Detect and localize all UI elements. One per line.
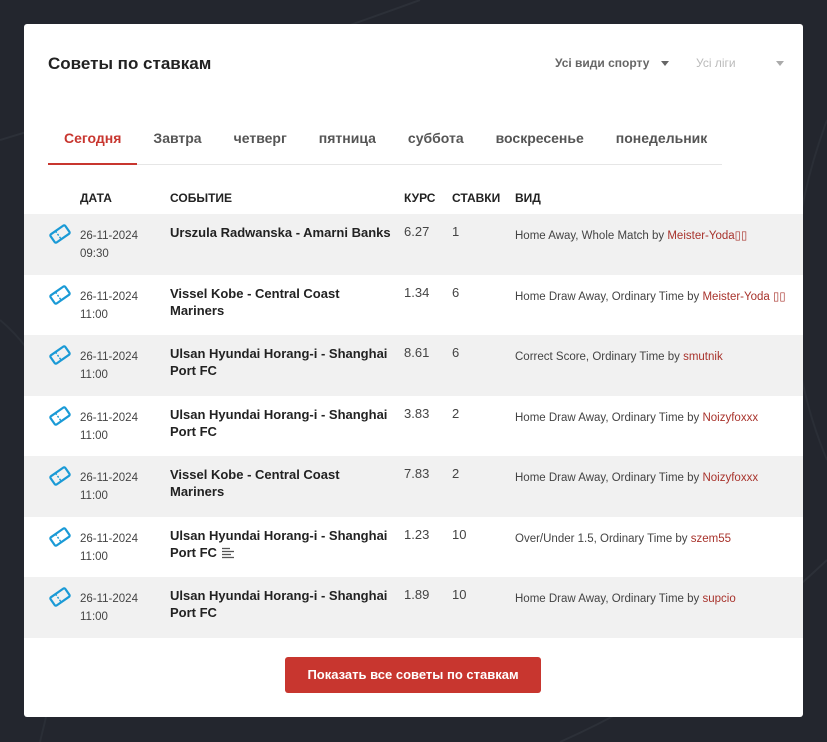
ticket-icon (48, 285, 72, 305)
row-odds: 6.27 (404, 224, 430, 239)
tab-saturday[interactable]: суббота (407, 130, 464, 146)
row-type-text: Home Draw Away, Ordinary Time by (515, 472, 703, 484)
tab-thursday[interactable]: четверг (233, 130, 287, 146)
caret-down-icon (661, 61, 669, 66)
row-type (515, 469, 795, 487)
row-bets: 2 (452, 405, 460, 421)
row-event-link[interactable]: Vissel Kobe - Central Coast Mariners (170, 467, 340, 499)
table-row[interactable] (24, 214, 803, 275)
table-header (24, 184, 803, 214)
row-event-link[interactable]: Ulsan Hyundai Horang-i - Shanghai Port FC (170, 527, 388, 560)
row-type (515, 530, 795, 548)
row-type (515, 409, 795, 427)
row-datetime (80, 469, 138, 505)
header-odds: КУРС (404, 191, 436, 205)
row-time: 11:00 (80, 308, 108, 321)
ticket-icon (48, 587, 72, 607)
row-odds: 1.34 (404, 284, 430, 300)
ticket-icon (48, 527, 72, 547)
row-event-link[interactable]: Ulsan Hyundai Horang-i - Shanghai Port FC (170, 588, 388, 620)
row-bets: 10 (452, 526, 467, 542)
row-bets: 6 (452, 284, 460, 300)
row-user-link[interactable]: Meister-Yoda▯▯ (667, 230, 748, 242)
row-type (515, 590, 795, 608)
row-type-text: Over/Under 1.5, Ordinary Time by (515, 532, 691, 545)
league-filter-label: Усі ліги (696, 56, 736, 70)
row-time: 09:30 (80, 248, 109, 260)
row-date: 26-11-2024 (80, 472, 138, 484)
row-user-link[interactable]: supcio (702, 593, 736, 605)
tab-today[interactable]: Сегодня (48, 118, 137, 165)
row-date: 26-11-2024 (80, 290, 138, 303)
row-type-text: Home Draw Away, Ordinary Time by (515, 411, 703, 424)
row-date: 26-11-2024 (80, 411, 138, 424)
row-datetime (80, 227, 138, 263)
table-row[interactable] (24, 517, 803, 578)
row-event-cell (170, 527, 392, 561)
sport-filter-label: Усі види спорту (555, 56, 650, 70)
row-odds: 1.23 (404, 526, 430, 542)
show-all-tips-button[interactable]: Показать все советы по ставкам (285, 657, 541, 693)
row-bets: 2 (452, 466, 460, 481)
row-event-link[interactable]: Vissel Kobe - Central Coast Mariners (170, 285, 340, 318)
row-date: 26-11-2024 (80, 351, 138, 363)
row-user-link[interactable]: Noizyfoxxx (702, 411, 759, 424)
row-type-text: Correct Score, Ordinary Time by (515, 351, 684, 363)
text-note-icon (221, 547, 235, 559)
row-odds: 8.61 (404, 345, 430, 360)
row-time: 11:00 (80, 550, 108, 563)
row-event-link[interactable]: Ulsan Hyundai Horang-i - Shanghai Port FC (170, 406, 388, 439)
row-odds: 1.89 (404, 587, 430, 602)
row-datetime (80, 530, 138, 566)
ticket-icon (48, 345, 72, 365)
row-datetime (80, 409, 138, 445)
row-odds: 3.83 (404, 405, 430, 421)
tab-sunday[interactable]: воскресенье (495, 130, 584, 146)
row-type-text: Home Away, Whole Match by (515, 230, 668, 242)
table-row[interactable] (24, 577, 803, 638)
row-time: 11:00 (80, 490, 108, 502)
row-type (515, 227, 795, 245)
row-date: 26-11-2024 (80, 593, 138, 605)
row-user-link[interactable]: smutnik (683, 351, 723, 363)
sport-filter-dropdown[interactable] (555, 56, 669, 70)
ticket-icon (48, 466, 72, 486)
row-user-link[interactable]: Noizyfoxxx (702, 472, 759, 484)
row-event-link[interactable]: Urszula Radwanska - Amarni Banks (170, 225, 391, 240)
table-row[interactable] (24, 456, 803, 517)
row-datetime (80, 590, 138, 626)
day-tabs (48, 118, 722, 165)
tips-table (24, 214, 803, 638)
row-time: 11:00 (80, 429, 108, 442)
header-type: ВИД (515, 191, 541, 205)
row-user-link[interactable]: Meister-Yoda ▯▯ (702, 290, 786, 303)
tab-tomorrow[interactable]: Завтра (153, 130, 202, 146)
widget-title: Советы по ставкам (48, 54, 212, 73)
row-date: 26-11-2024 (80, 532, 138, 545)
row-datetime (80, 348, 138, 384)
row-type-text: Home Draw Away, Ordinary Time by (515, 290, 703, 303)
row-bets: 10 (452, 587, 467, 602)
row-type (515, 348, 795, 366)
table-row[interactable] (24, 335, 803, 396)
row-type (515, 288, 795, 306)
row-user-link[interactable]: szem55 (690, 532, 732, 545)
table-row[interactable] (24, 396, 803, 457)
row-time: 11:00 (80, 369, 108, 381)
row-bets: 1 (452, 224, 460, 239)
row-bets: 6 (452, 345, 460, 360)
row-odds: 7.83 (404, 466, 430, 481)
row-date: 26-11-2024 (80, 230, 138, 242)
ticket-icon (48, 224, 72, 244)
row-type-text: Home Draw Away, Ordinary Time by (515, 593, 703, 605)
ticket-icon (48, 406, 72, 426)
row-event-link[interactable]: Ulsan Hyundai Horang-i - Shanghai Port FC (170, 346, 388, 378)
header-date: ДАТА (80, 191, 112, 205)
table-row[interactable] (24, 275, 803, 336)
tab-friday[interactable]: пятница (318, 130, 376, 146)
tab-monday[interactable]: понедельник (615, 130, 708, 146)
league-filter-dropdown[interactable] (696, 56, 784, 70)
header-event: СОБЫТИЕ (170, 191, 233, 205)
row-datetime (80, 288, 138, 324)
caret-down-icon (776, 61, 784, 66)
row-time: 11:00 (80, 611, 108, 623)
header-bets: СТАВКИ (452, 191, 501, 205)
betting-tips-widget (24, 24, 803, 717)
